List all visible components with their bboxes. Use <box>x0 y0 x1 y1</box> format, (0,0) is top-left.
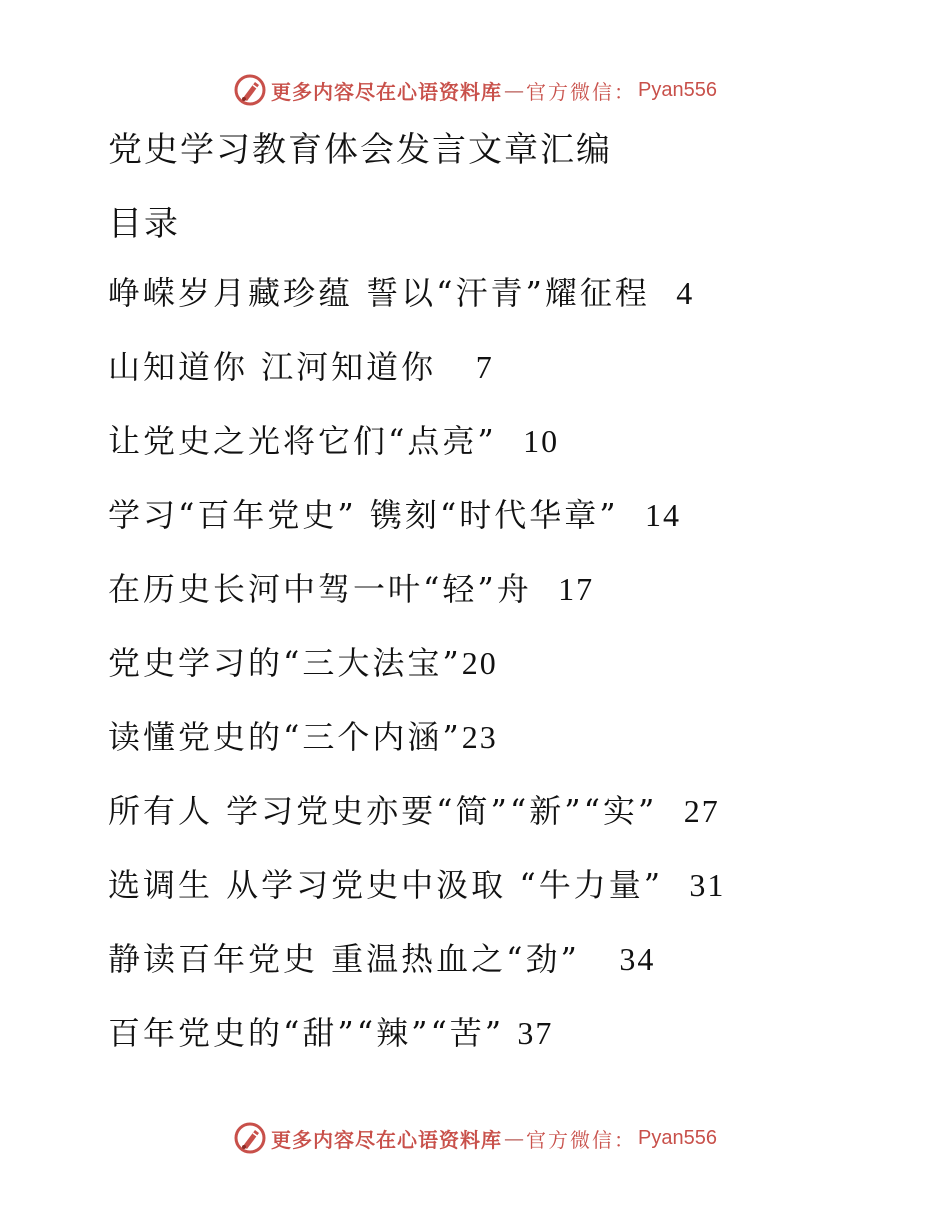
toc-entry-page-number: 27 <box>683 793 720 829</box>
toc-list <box>108 270 725 1084</box>
toc-entry-gap <box>532 570 558 608</box>
toc-entry-page-number: 23 <box>461 719 498 755</box>
toc-entry-page-number: 34 <box>619 941 656 977</box>
footer-watermark-banner <box>0 1118 950 1158</box>
toc-entry-gap <box>580 940 620 978</box>
header-watermark-banner <box>0 70 950 110</box>
toc-entry-title: 选调生 从学习党史中汲取 “牛力量” <box>108 866 664 904</box>
toc-entry-title: 百年党史的“甜”“辣”“苦” <box>108 1014 505 1052</box>
toc-entry[interactable] <box>108 936 725 1010</box>
toc-entry-title: 学习“百年党史” 镌刻“时代华章” <box>108 496 619 534</box>
banner-wechat-label: 官方微信： <box>526 1127 637 1152</box>
toc-entry-page-number: 17 <box>558 571 595 607</box>
toc-entry-title: 在历史长河中驾一叶“轻”舟 <box>108 570 532 608</box>
banner-separator: — <box>504 78 525 102</box>
toc-entry-page-number: 7 <box>475 349 494 385</box>
toc-entry-page-number: 20 <box>461 645 498 681</box>
toc-entry-gap <box>504 1014 517 1052</box>
toc-entry-title: 让党史之光将它们“点亮” <box>108 422 497 460</box>
toc-entry-gap <box>436 348 476 386</box>
toc-entry-title: 读懂党史的“三个内涵” <box>108 718 462 756</box>
banner-wechat-id: Pyan556 <box>638 78 717 101</box>
toc-entry-page-number: 14 <box>644 497 681 533</box>
toc-entry[interactable] <box>108 418 725 492</box>
toc-entry[interactable] <box>108 270 725 344</box>
toc-entry[interactable] <box>108 788 725 862</box>
toc-entry[interactable] <box>108 1010 725 1084</box>
toc-entry-page-number: 31 <box>689 867 726 903</box>
toc-entry[interactable] <box>108 714 725 788</box>
toc-entry[interactable] <box>108 344 725 418</box>
toc-entry-gap <box>650 274 676 312</box>
toc-entry-title: 峥嵘岁月藏珍蕴 誓以“汗青”耀征程 <box>108 274 650 312</box>
banner-separator: — <box>504 1126 525 1150</box>
toc-entry-gap <box>619 496 645 534</box>
toc-entry-title: 静读百年党史 重温热血之“劲” <box>108 940 580 978</box>
banner-wechat-id: Pyan556 <box>638 1126 717 1149</box>
toc-entry[interactable] <box>108 566 725 640</box>
pen-nib-logo-icon <box>233 73 267 107</box>
document-title: 党史学习教育体会发言文章汇编 <box>108 130 612 170</box>
banner-wechat-label: 官方微信： <box>526 79 637 104</box>
pen-nib-logo-icon <box>233 1121 267 1155</box>
toc-entry-title: 党史学习的“三大法宝” <box>108 644 462 682</box>
toc-entry[interactable] <box>108 640 725 714</box>
toc-entry-gap <box>657 792 683 830</box>
toc-entry-page-number: 37 <box>517 1015 554 1051</box>
toc-entry-title: 所有人 学习党史亦要“简”“新”“实” <box>108 792 658 830</box>
toc-entry[interactable] <box>108 862 725 936</box>
toc-entry[interactable] <box>108 492 725 566</box>
banner-text: 更多内容尽在心语资料库 <box>271 79 503 104</box>
banner-text: 更多内容尽在心语资料库 <box>271 1127 503 1152</box>
toc-entry-page-number: 10 <box>523 423 560 459</box>
toc-entry-title: 山知道你 江河知道你 <box>108 348 437 386</box>
toc-entry-page-number: 4 <box>676 275 695 311</box>
toc-heading: 目录 <box>108 204 180 244</box>
toc-entry-gap <box>663 866 689 904</box>
toc-entry-gap <box>497 422 523 460</box>
